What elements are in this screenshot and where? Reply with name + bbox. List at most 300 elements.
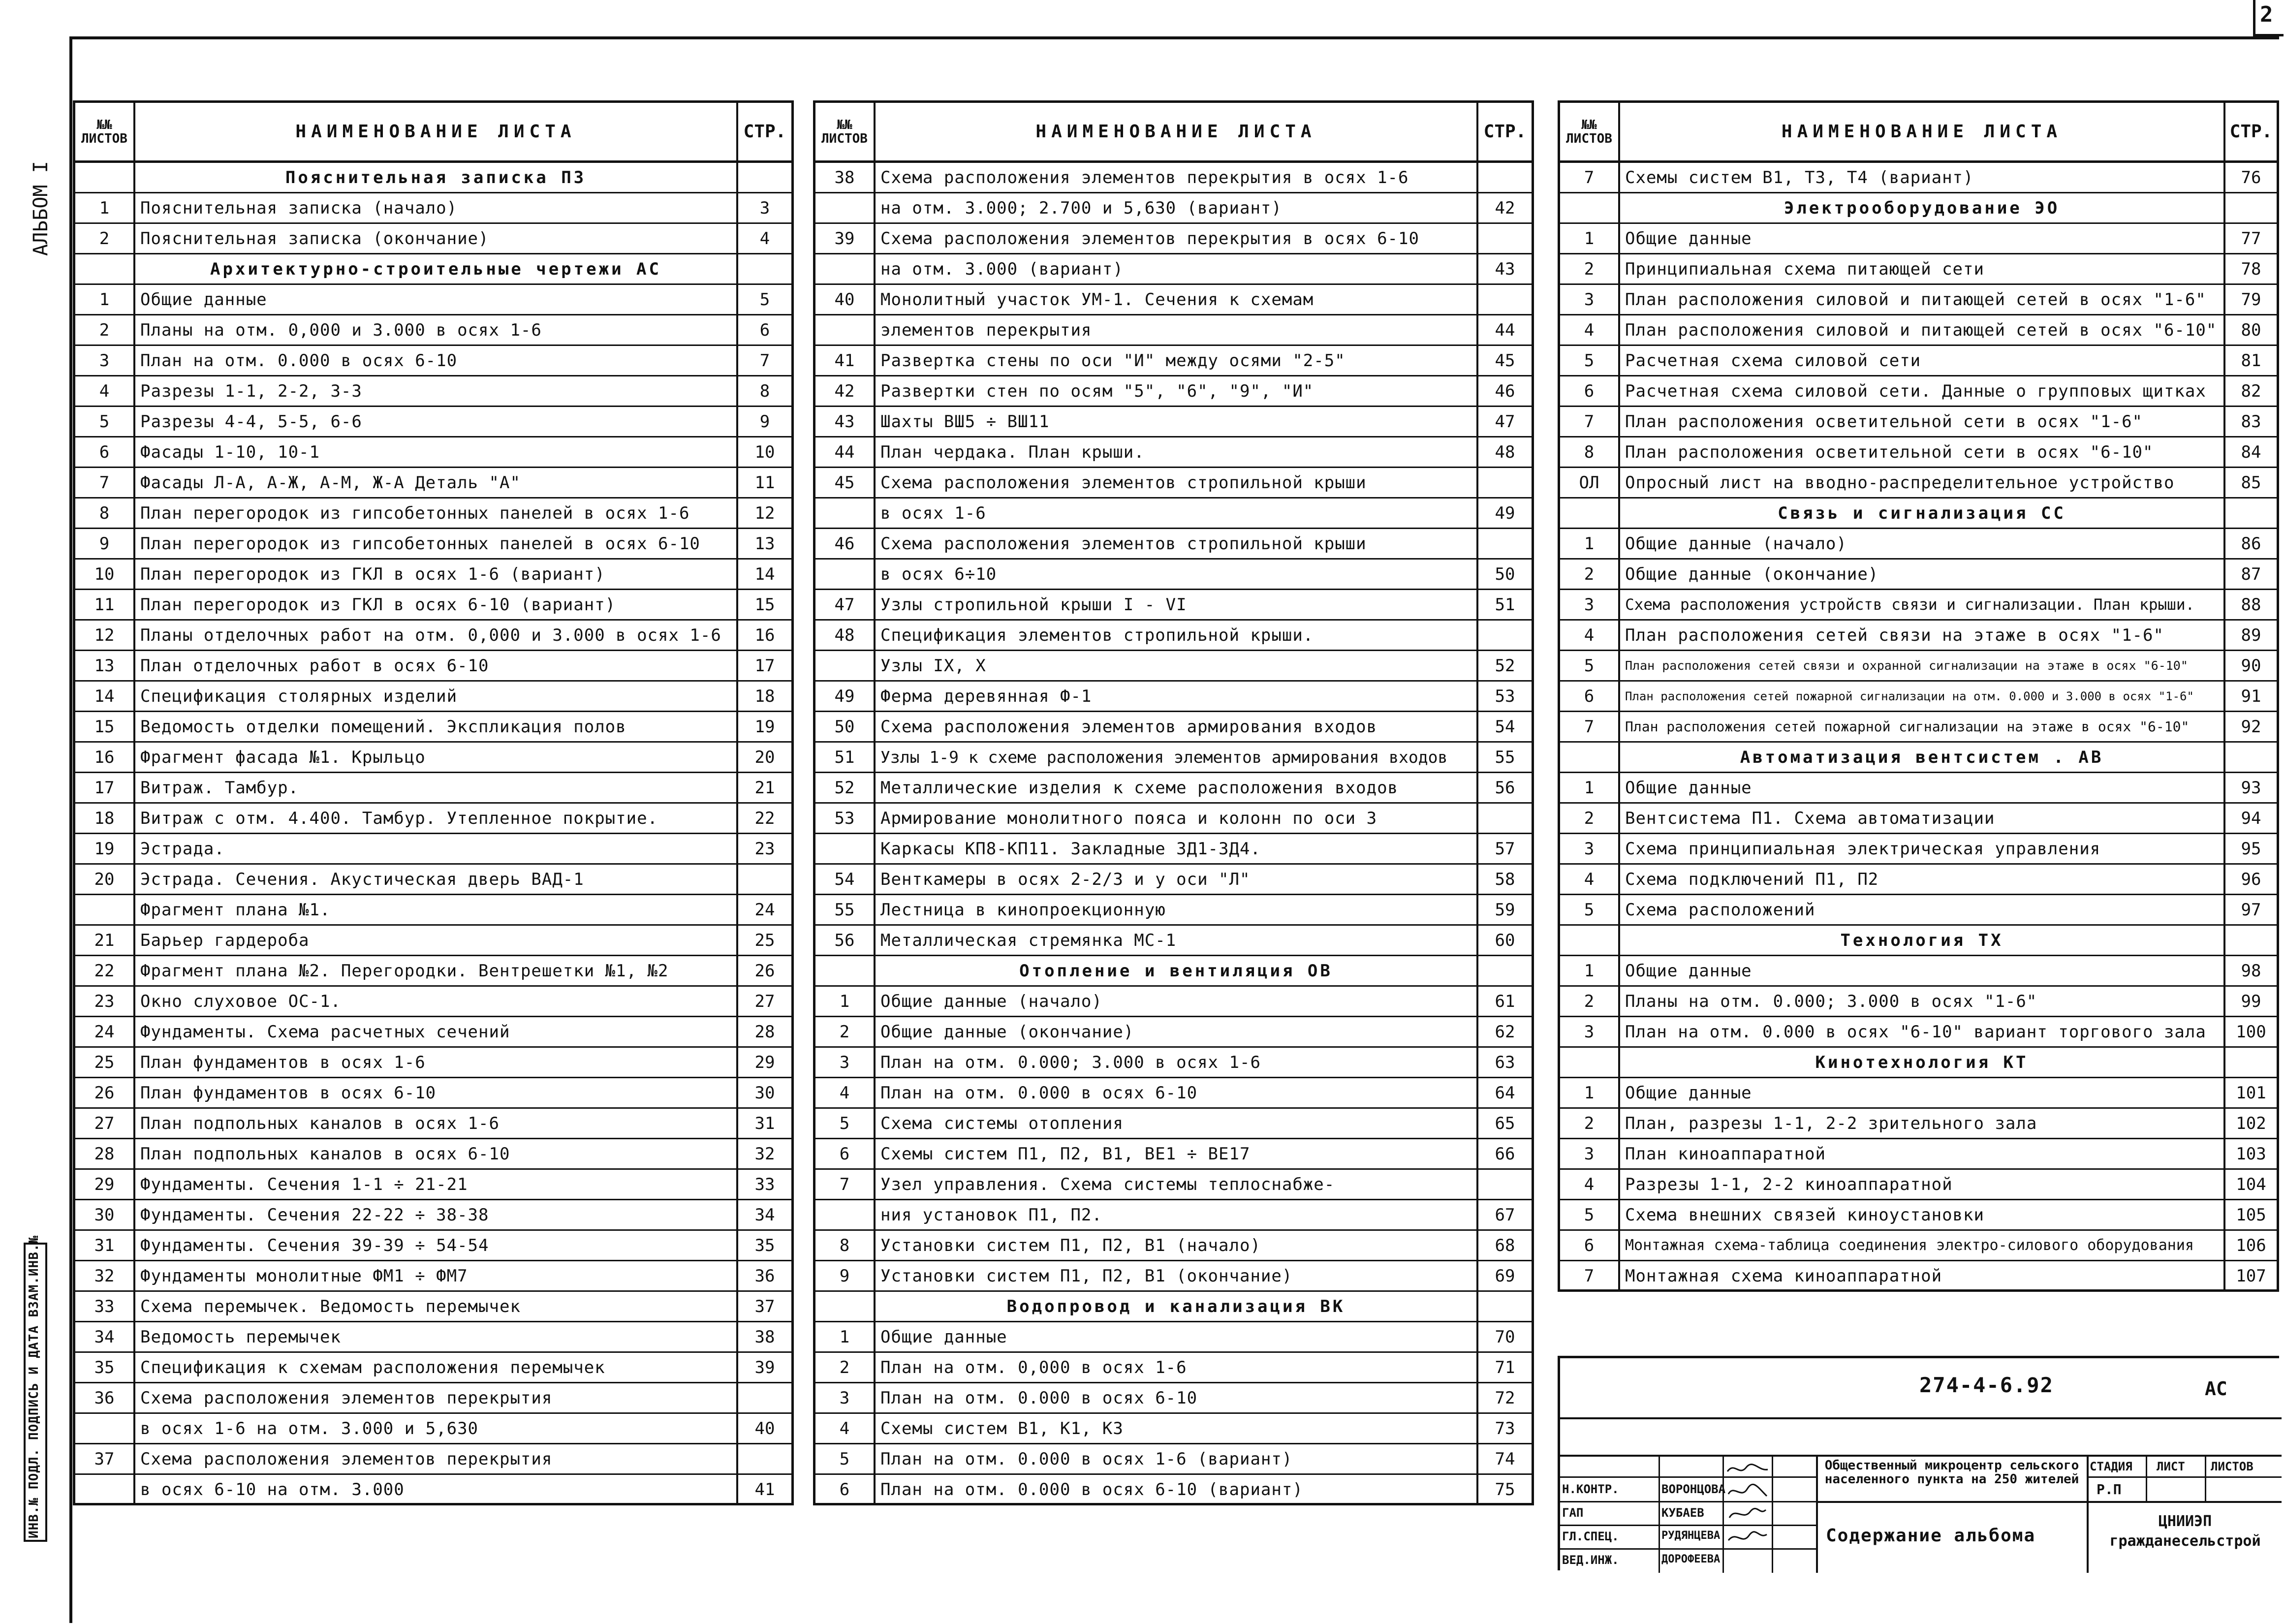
section-title: Электрооборудование ЭО [1784, 198, 2060, 218]
sheet-name: Фрагмент фасада №1. Крыльцо [140, 747, 426, 767]
sheet-name: Общие данные (начало) [1625, 533, 1847, 554]
page-number-cell: 27 [736, 987, 791, 1016]
table-row [75, 1414, 791, 1444]
page-number-cell: 52 [1476, 651, 1532, 680]
table-row [75, 682, 791, 712]
page-number-cell: 53 [1476, 682, 1532, 711]
table-header [815, 103, 1532, 163]
table-row [815, 712, 1532, 743]
sheet-name: Венткамеры в осях 2-2/3 и у оси "Л" [880, 869, 1251, 889]
sheet-name: в осях 6-10 на отм. 3.000 [140, 1479, 405, 1499]
sheet-name: Общие данные [880, 1327, 1007, 1347]
sheet-number: 17 [75, 773, 135, 802]
page-number: 2 [2260, 2, 2273, 27]
sheet-name: Узел управления. Схема системы теплоснабже- [880, 1174, 1335, 1194]
sheet-name: Схема расположения элементов перекрытия [140, 1388, 553, 1408]
sheet-number [75, 163, 135, 192]
sheet-number: 2 [75, 224, 135, 253]
table-row [75, 407, 791, 437]
sheet-name: в осях 1-6 на отм. 3.000 и 5,630 [140, 1418, 479, 1438]
sheet-number: 25 [75, 1048, 135, 1077]
section-row [1560, 499, 2277, 529]
sheet-number: 34 [75, 1322, 135, 1351]
page-number-cell: 89 [2223, 621, 2277, 650]
title-block [1558, 1356, 2279, 1570]
sheet-number: 39 [815, 224, 876, 253]
table-row [815, 1353, 1532, 1383]
sheet-number: 6 [1560, 1231, 1620, 1260]
sheet-name: Эстрада. [140, 839, 225, 859]
sheet-name: Схемы систем П1, П2, В1, ВЕ1 ÷ ВЕ17 [880, 1144, 1251, 1164]
section-row [815, 956, 1532, 987]
sheet-number: 56 [815, 926, 876, 955]
stage-value: Р.П [2097, 1481, 2122, 1498]
page-number-cell: 48 [1476, 437, 1532, 467]
sheet-number: 1 [1560, 224, 1620, 253]
sheet-name: Общие данные [140, 289, 267, 310]
page-number-cell: 75 [1476, 1475, 1532, 1504]
table-row [815, 1170, 1532, 1200]
page-number-cell: 105 [2223, 1200, 2277, 1229]
table-row [75, 529, 791, 560]
page-number-cell: 73 [1476, 1414, 1532, 1443]
table-row [815, 163, 1532, 193]
sheet-name: План расположения осветительной сети в осях "6-10" [1625, 442, 2154, 462]
sheet-number: 13 [75, 651, 135, 680]
page-number-cell: 65 [1476, 1109, 1532, 1138]
table-row [815, 804, 1532, 834]
document-code: 274-4-6.92 [1919, 1373, 2054, 1397]
page-number-cell: 77 [2223, 224, 2277, 253]
page-number-cell: 103 [2223, 1139, 2277, 1168]
page-number-cell [736, 865, 791, 894]
sheet-name: Фундаменты. Сечения 39-39 ÷ 54-54 [140, 1235, 489, 1255]
sheet-number: 44 [815, 437, 876, 467]
sheet-number: 3 [1560, 590, 1620, 619]
sheet-number: 2 [1560, 987, 1620, 1016]
sheet-number [75, 1475, 135, 1504]
page-number-cell: 87 [2223, 560, 2277, 589]
sheet-name: Схема системы отопления [880, 1113, 1124, 1133]
page-number-cell: 5 [736, 285, 791, 314]
section-row [815, 1292, 1532, 1322]
page-number-cell: 72 [1476, 1383, 1532, 1412]
contents-table-3 [1558, 100, 2279, 1292]
table-row [1560, 407, 2277, 437]
sheet-number: 21 [75, 926, 135, 955]
table-row [75, 1017, 791, 1048]
page-number-cell: 76 [2223, 163, 2277, 192]
page-number-cell: 106 [2223, 1231, 2277, 1260]
sheet-name: Вентсистема П1. Схема автоматизации [1625, 808, 1995, 828]
page-number-cell: 40 [736, 1414, 791, 1443]
sheet-name: в осях 6÷10 [880, 564, 997, 584]
page-number-cell: 56 [1476, 773, 1532, 802]
table-row [1560, 224, 2277, 254]
sheet-number: 10 [75, 560, 135, 589]
table-row [75, 1475, 791, 1505]
sheet-name: План перегородок из гипсобетонных панелей в осях 6-10 [140, 533, 700, 554]
sheet-name: План на отм. 0.000 в осях 6-10 [880, 1388, 1198, 1408]
header-sheet-number: №№ ЛИСТОВ [1560, 103, 1620, 160]
table-row [815, 1109, 1532, 1139]
table-row [75, 1322, 791, 1353]
table-row [815, 1231, 1532, 1261]
table-row [815, 285, 1532, 315]
sheet-number [1560, 499, 1620, 528]
sheet-name: Общие данные [1625, 778, 1752, 798]
table-row [75, 1139, 791, 1170]
sheet-number: 1 [815, 987, 876, 1016]
page-number-cell [2223, 499, 2277, 528]
page-number-cell: 82 [2223, 376, 2277, 406]
table-row [1560, 468, 2277, 499]
sheet-number: 5 [815, 1109, 876, 1138]
table-row [75, 285, 791, 315]
table-row [75, 193, 791, 224]
page-number-cell: 20 [736, 743, 791, 772]
page-number-cell: 7 [736, 346, 791, 375]
table-row [75, 773, 791, 804]
page-number-cell: 92 [2223, 712, 2277, 741]
contents-table-2 [813, 100, 1534, 1505]
section-title: Отопление и вентиляция ОВ [1019, 961, 1333, 981]
sheet-number: 4 [1560, 315, 1620, 344]
page-number-cell: 81 [2223, 346, 2277, 375]
sheet-number: 5 [815, 1444, 876, 1473]
sheet-name: План фундаментов в осях 6-10 [140, 1083, 437, 1103]
page-number-cell: 34 [736, 1200, 791, 1229]
sheets-label: ЛИСТОВ [2211, 1460, 2254, 1473]
sheet-name: Фундаменты. Схема расчетных сечений [140, 1022, 510, 1042]
page-number-cell: 98 [2223, 956, 2277, 985]
sheet-name: Спецификация к схемам расположения перемычек [140, 1357, 605, 1377]
sheet-number: 43 [815, 407, 876, 436]
table-row [75, 560, 791, 590]
sheet-name: Фрагмент плана №1. [140, 900, 331, 920]
page-number-cell: 37 [736, 1292, 791, 1321]
sheet-number: 54 [815, 865, 876, 894]
sheet-number [815, 651, 876, 680]
table-row [815, 682, 1532, 712]
sheet-number: 52 [815, 773, 876, 802]
sheet-name: на отм. 3.000; 2.700 и 5,630 (вариант) [880, 198, 1282, 218]
table-row [75, 895, 791, 926]
sheet-name: Схема расположений [1625, 900, 1815, 920]
table-row [1560, 1109, 2277, 1139]
table-row [815, 590, 1532, 621]
page-number-cell: 99 [2223, 987, 2277, 1016]
page-number-cell: 30 [736, 1078, 791, 1107]
table-row [1560, 1139, 2277, 1170]
table-row [1560, 865, 2277, 895]
sheet-number: 2 [815, 1017, 876, 1046]
role-4-name: ДОРОФЕЕВА [1661, 1553, 1721, 1565]
page-number-cell: 100 [2223, 1017, 2277, 1046]
sheet-name: Принципиальная схема питающей сети [1625, 259, 1984, 279]
sheet-name: Металлические изделия к схеме расположения входов [880, 778, 1399, 798]
table-row [1560, 1017, 2277, 1048]
table-row [815, 743, 1532, 773]
sheet-number: 3 [1560, 285, 1620, 314]
sheet-name: План на отм. 0.000; 3.000 в осях 1-6 [880, 1052, 1261, 1072]
section-title: Автоматизация вентсистем . АВ [1740, 747, 2104, 767]
sheet-number: 7 [1560, 163, 1620, 192]
sheet-name: План подпольных каналов в осях 6-10 [140, 1144, 510, 1164]
sheet-number [815, 1292, 876, 1321]
sheet-number: 8 [75, 499, 135, 528]
page-number-cell: 54 [1476, 712, 1532, 741]
section-row [1560, 926, 2277, 956]
sheet-number: 20 [75, 865, 135, 894]
page-number-cell: 13 [736, 529, 791, 558]
sheet-name: Схема расположения элементов стропильной крыши [880, 472, 1367, 493]
table-row [815, 529, 1532, 560]
page-number-cell: 66 [1476, 1139, 1532, 1168]
page-number-cell: 28 [736, 1017, 791, 1046]
sheet-number: 26 [75, 1078, 135, 1107]
role-3-name: РУДЯНЦЕВА [1661, 1530, 1721, 1542]
sheet-number [1560, 193, 1620, 222]
page-number-cell: 67 [1476, 1200, 1532, 1229]
table-row [1560, 163, 2277, 193]
signatures [1724, 1457, 1772, 1573]
sheet-number: 4 [1560, 865, 1620, 894]
sheet-name: Монолитный участок УМ-1. Сечения к схемам [880, 289, 1314, 310]
sheet-name: Планы на отм. 0.000; 3.000 в осях "1-6" [1625, 991, 2037, 1011]
page-number-cell: 16 [736, 621, 791, 650]
sheet-name: Фасады 1-10, 10-1 [140, 442, 320, 462]
sheet-number [815, 1200, 876, 1229]
sheet-name: План перегородок из ГКЛ в осях 1-6 (вариант) [140, 564, 605, 584]
table-row [815, 1048, 1532, 1078]
sheet-name: Лестница в кинопроекционную [880, 900, 1166, 920]
page-number-cell: 14 [736, 560, 791, 589]
sheet-number: 2 [1560, 1109, 1620, 1138]
table-row [815, 651, 1532, 682]
table-row [815, 224, 1532, 254]
sheet-number: 12 [75, 621, 135, 650]
sheet-number: 6 [815, 1139, 876, 1168]
sheet-name: Фундаменты. Сечения 22-22 ÷ 38-38 [140, 1205, 489, 1225]
page-number-cell: 25 [736, 926, 791, 955]
sheet-name: Схемы систем В1, К1, К3 [880, 1418, 1124, 1438]
sheet-number: 46 [815, 529, 876, 558]
sheet-name: Схема принципиальная электрическая управления [1625, 839, 2101, 859]
section-title: Пояснительная записка ПЗ [285, 167, 587, 187]
sheet-number: 5 [75, 407, 135, 436]
header-sheet-name: НАИМЕНОВАНИЕ ЛИСТА [295, 122, 576, 142]
page-number-cell: 18 [736, 682, 791, 711]
sheet-name: Установки систем П1, П2, В1 (начало) [880, 1235, 1261, 1255]
page-number-cell: 95 [2223, 834, 2277, 863]
sheet-name: План фундаментов в осях 1-6 [140, 1052, 426, 1072]
header-sheet-name: НАИМЕНОВАНИЕ ЛИСТА [1781, 122, 2063, 142]
sheet-number: 51 [815, 743, 876, 772]
page-number-cell: 63 [1476, 1048, 1532, 1077]
table-row [1560, 254, 2277, 285]
table-row [815, 1017, 1532, 1048]
sheet-number: 3 [1560, 834, 1620, 863]
page-number-cell: 101 [2223, 1078, 2277, 1107]
page-number-cell: 10 [736, 437, 791, 467]
sheet-name: в осях 1-6 [880, 503, 986, 523]
sheet-name: Установки систем П1, П2, В1 (окончание) [880, 1266, 1293, 1286]
sheet-number: 48 [815, 621, 876, 650]
sheet-number: 49 [815, 682, 876, 711]
sheet-number: 7 [75, 468, 135, 497]
sheet-number: 2 [75, 315, 135, 344]
page-number-cell: 93 [2223, 773, 2277, 802]
sheet-name: Фундаменты монолитные ФМ1 ÷ ФМ7 [140, 1266, 468, 1286]
stage-label: СТАДИЯ [2090, 1460, 2132, 1473]
table-row [1560, 712, 2277, 743]
table-row [815, 1261, 1532, 1292]
sheet-number: 31 [75, 1231, 135, 1260]
sheet-name: Монтажная схема-таблица соединения электро-силового оборудования [1625, 1237, 2194, 1254]
table-row [1560, 529, 2277, 560]
section-row [1560, 193, 2277, 224]
sheet-number: 15 [75, 712, 135, 741]
sheet-number: 1 [1560, 529, 1620, 558]
sheet-name: План на отм. 0.000 в осях "6-10" вариант торгового зала [1625, 1022, 2206, 1042]
sheet-number: 1 [75, 193, 135, 222]
sheet-number [75, 895, 135, 924]
table-row [75, 1078, 791, 1109]
page-number-cell: 4 [736, 224, 791, 253]
page-number-cell: 74 [1476, 1444, 1532, 1473]
sheet-number: 14 [75, 682, 135, 711]
page-number-cell [736, 254, 791, 283]
sheet-number [1560, 743, 1620, 772]
sheet-name: Общие данные (окончание) [1625, 564, 1879, 584]
page-number-cell: 79 [2223, 285, 2277, 314]
sheet-name: Общие данные (начало) [880, 991, 1102, 1011]
page-number-cell: 49 [1476, 499, 1532, 528]
sheet-name: Фрагмент плана №2. Перегородки. Вентрешетки №1, №2 [140, 961, 669, 981]
page-number-cell [1476, 285, 1532, 314]
table-row [815, 1414, 1532, 1444]
page-number-cell: 35 [736, 1231, 791, 1260]
sheet-name: Узлы стропильной крыши I - VI [880, 594, 1187, 615]
table-row [1560, 376, 2277, 407]
sheet-number: 7 [1560, 1261, 1620, 1290]
table-row [1560, 590, 2277, 621]
sheet-name: Ведомость отделки помещений. Экспликация полов [140, 717, 626, 737]
table-row [815, 1078, 1532, 1109]
table-row [815, 468, 1532, 499]
section-row [75, 254, 791, 285]
sheet-name: Планы на отм. 0,000 и 3.000 в осях 1-6 [140, 320, 542, 340]
sheet-number: 6 [815, 1475, 876, 1504]
page-number-cell: 43 [1476, 254, 1532, 283]
table-row [815, 437, 1532, 468]
sheet-number: 4 [815, 1414, 876, 1443]
table-row [75, 224, 791, 254]
sheet-name: Фундаменты. Сечения 1-1 ÷ 21-21 [140, 1174, 468, 1194]
page-number-cell: 94 [2223, 804, 2277, 833]
page-number-cell [2223, 193, 2277, 222]
page-number-cell: 9 [736, 407, 791, 436]
sheet-name: Узлы IX, X [880, 656, 986, 676]
page-number-cell: 97 [2223, 895, 2277, 924]
sheet-name: Барьер гардероба [140, 930, 310, 950]
section-row [1560, 1048, 2277, 1078]
table-row [1560, 560, 2277, 590]
sheet-name: Опросный лист на вводно-распределительное устройство [1625, 472, 2175, 493]
sheet-number: 55 [815, 895, 876, 924]
page-number-cell: 68 [1476, 1231, 1532, 1260]
page-number-cell: 57 [1476, 834, 1532, 863]
page-number-cell: 84 [2223, 437, 2277, 467]
page-number-cell: 80 [2223, 315, 2277, 344]
sheet-name: План перегородок из гипсобетонных панелей в осях 1-6 [140, 503, 690, 523]
table-row [75, 621, 791, 651]
page-number-cell: 33 [736, 1170, 791, 1199]
sheet-number: 5 [1560, 346, 1620, 375]
page-number-cell: 46 [1476, 376, 1532, 406]
table-row [815, 865, 1532, 895]
table-row [815, 499, 1532, 529]
header-sheet-number: №№ ЛИСТОВ [75, 103, 135, 160]
sheet-number: 4 [1560, 621, 1620, 650]
table-row [75, 1048, 791, 1078]
sheet-name: Шахты ВШ5 ÷ ВШ11 [880, 411, 1050, 432]
sheet-number: 24 [75, 1017, 135, 1046]
page-number-cell: 59 [1476, 895, 1532, 924]
table-row [1560, 956, 2277, 987]
page-number-cell: 60 [1476, 926, 1532, 955]
table-row [75, 1444, 791, 1475]
table-header [75, 103, 791, 163]
sheet-number: 32 [75, 1261, 135, 1290]
page-number-cell: 36 [736, 1261, 791, 1290]
page-number-cell: 26 [736, 956, 791, 985]
sheet-number: 19 [75, 834, 135, 863]
sheet-number: 1 [815, 1322, 876, 1351]
sheet-number: 5 [1560, 651, 1620, 680]
page-number-cell: 70 [1476, 1322, 1532, 1351]
table-row [75, 956, 791, 987]
sheet-name: Схема расположения элементов армирования входов [880, 717, 1377, 737]
role-2: ГАП [1562, 1506, 1584, 1520]
role-1-name: ВОРОНЦОВА [1661, 1482, 1726, 1496]
sheet-number: 1 [1560, 956, 1620, 985]
page-number-cell: 15 [736, 590, 791, 619]
page-number-cell: 88 [2223, 590, 2277, 619]
sheet-number [815, 315, 876, 344]
page-number-cell [736, 1444, 791, 1473]
sheet-number: 2 [1560, 560, 1620, 589]
page-number-cell: 44 [1476, 315, 1532, 344]
sheet-number: 50 [815, 712, 876, 741]
sheet-name: Пояснительная записка (окончание) [140, 228, 489, 249]
sheet-name: Разрезы 4-4, 5-5, 6-6 [140, 411, 362, 432]
table-row [815, 193, 1532, 224]
page-number-cell [1476, 1170, 1532, 1199]
page-number-cell [736, 163, 791, 192]
sheet-name: Армирование монолитного пояса и колонн по оси 3 [880, 808, 1377, 828]
section-row [1560, 743, 2277, 773]
sheet-number: 5 [1560, 1200, 1620, 1229]
sheet-name: Расчетная схема силовой сети. Данные о групповых щитках [1625, 381, 2206, 401]
page-number-cell [1476, 621, 1532, 650]
sheet-name: План расположения сетей пожарной сигнализации на отм. 0.000 и 3.000 в осях "1-6" [1625, 689, 2194, 703]
sheet-name: План расположения сетей связи на этаже в осях "1-6" [1625, 625, 2164, 645]
sheet-name: План перегородок из ГКЛ в осях 6-10 (вариант) [140, 594, 616, 615]
page-number-cell: 62 [1476, 1017, 1532, 1046]
table-row [1560, 773, 2277, 804]
